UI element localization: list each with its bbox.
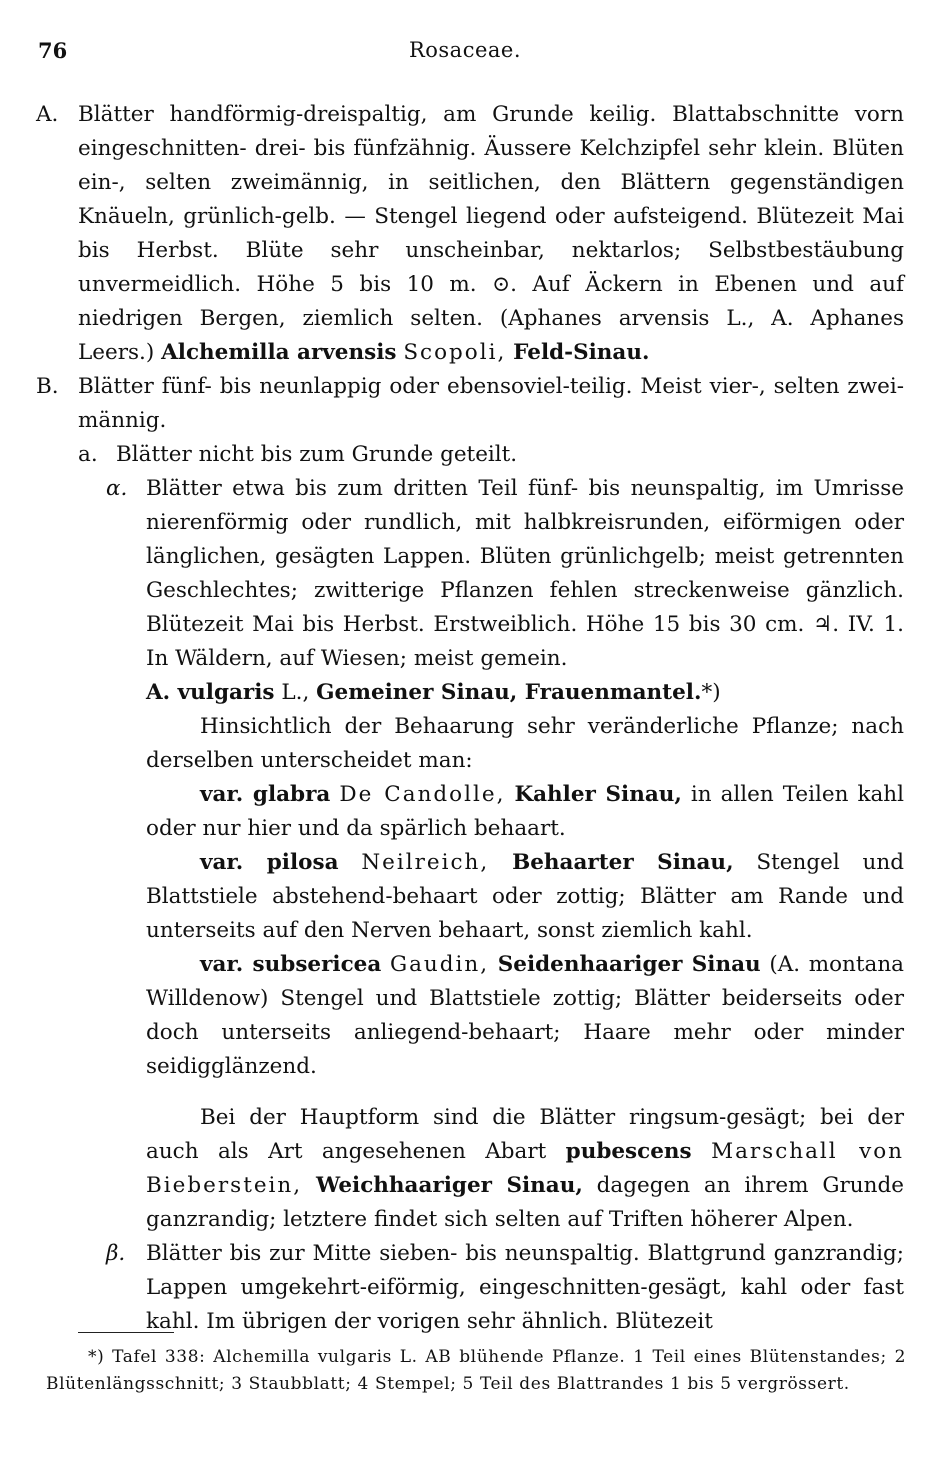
variety-common-name: Kahler Sinau,: [514, 782, 682, 807]
variety-text: Stengel und Blattstiele abstehend-behaart oder zottig; Blätter am Rande und unterseits auf den Nerven behaart, sonst ziemlich kahl.: [146, 850, 905, 943]
subsection-text: Blätter bis zur Mitte sieben- bis neunspaltig. Blattgrund ganzrandig; Lappen umgekehrt-eiförmig, eingeschnitten-gesägt, kahl oder fast kahl. Im übrigen der vorigen sehr ähnlich. Blütezeit: [146, 1241, 904, 1334]
subsection-a-lower: [78, 438, 904, 472]
subsection-text: Blätter etwa bis zum dritten Teil fünf- bis neunspaltig, im Umrisse nierenförmig oder rundlich, mit halbkreisrunden, eiförmigen oder länglichen, gesägten Lappen. Blüten grünlichgelb; meist getrennten Geschlechtes; zwitterige Pflanzen fehlen streckenweise gänzlich. Blütezeit Mai bis Herbst. Erstweiblich. Höhe 15 bis 30 cm. ♃. IV. 1. In Wäldern, auf Wiesen; meist gemein.: [146, 476, 904, 671]
section-marker: A.: [36, 102, 59, 127]
section-marker: B.: [36, 374, 59, 399]
subsection-alpha: [106, 472, 904, 710]
variety-glabra: [146, 778, 904, 846]
variety-author: Gaudin,: [389, 952, 490, 977]
species-name: Alchemilla arvensis: [161, 340, 397, 365]
behaarung-paragraph: [146, 710, 904, 778]
species-name: A. vulgaris: [146, 680, 275, 705]
variety-author: Marschall von Bieberstein,: [146, 1139, 905, 1198]
variety-name: pubescens: [565, 1139, 692, 1164]
variety-text: (A. montana Willdenow) Stengel und Blattstiele zottig; Blätter beiderseits oder doch unterseits anliegend-behaart; Haare mehr oder minder seidigglänzend.: [146, 952, 904, 1079]
hauptform-paragraph: [146, 1101, 904, 1237]
species-common-name: Gemeiner Sinau, Frauenmantel.: [316, 680, 702, 705]
subsection-marker: β.: [106, 1241, 126, 1266]
footnote: *) Tafel 338: Alchemilla vulgaris L. AB blühende Pflanze. 1 Teil eines Blütenstandes; 2 Blütenlängsschnitt; 3 Staubblatt; 4 Stempel; 5 Teil des Blattrandes 1 bis 5 vergrössert.: [46, 1347, 906, 1394]
species-author: Scopoli,: [403, 340, 507, 365]
variety-name: var. pilosa: [200, 850, 339, 875]
subsection-beta: [106, 1237, 904, 1339]
running-title: Rosaceae.: [408, 38, 522, 62]
section-text: Blätter handförmig-dreispaltig, am Grunde keilig. Blattabschnitte vorn eingeschnitten- drei- bis fünfzähnig. Äussere Kelchzipfel sehr klein. Blüten ein-, selten zweimännig, in seitlichen, den Blättern gegenständigen Knäueln, grünlich-gelb. — Stengel liegend oder aufsteigend. Blütezeit Mai bis Herbst. Blüte sehr unscheinbar, nektarlos; Selbstbestäubung unvermeidlich. Höhe 5 bis 10 m. ⊙. Auf Äckern in Ebenen und auf niedrigen Bergen, ziemlich selten. (Aphanes arvensis L., A. Aphanes Leers.): [78, 102, 904, 365]
footnote-rule: [78, 1332, 174, 1333]
variety-subsericea: [146, 948, 904, 1084]
variety-common-name: Weichhaariger Sinau,: [315, 1173, 583, 1198]
subsection-marker: α.: [106, 476, 128, 501]
paragraph-text: Hinsichtlich der Behaarung sehr veränderliche Pflanze; nach derselben unterscheidet man:: [146, 714, 904, 773]
subsection-text: Blätter nicht bis zum Grunde geteilt.: [116, 442, 518, 467]
variety-text: in allen Teilen kahl oder nur hier und da spärlich behaart.: [146, 782, 905, 841]
variety-author: Neilreich,: [361, 850, 490, 875]
species-author: L.,: [281, 680, 310, 705]
section-a-upper: [36, 98, 904, 370]
variety-common-name: Behaarter Sinau,: [512, 850, 734, 875]
paragraph-text-continued: dagegen an ihrem Grunde ganzrandig; letztere findet sich selten auf Triften höherer Alpen.: [146, 1173, 904, 1232]
variety-author: De Candolle,: [339, 782, 506, 807]
species-line: [146, 676, 904, 710]
page-body: [0, 98, 930, 1339]
paragraph-text: Bei der Hauptform sind die Blätter ringsum-gesägt; bei der auch als Art angesehenen Abart: [146, 1105, 904, 1164]
variety-name: var. glabra: [200, 782, 331, 807]
species-common-name: Feld-Sinau.: [513, 340, 650, 365]
page-number: 76: [38, 38, 68, 63]
subsection-marker: a.: [78, 442, 98, 467]
variety-name: var. subsericea: [200, 952, 382, 977]
section-text: Blätter fünf- bis neunlappig oder ebensoviel-teilig. Meist vier-, selten zwei-männig.: [78, 374, 904, 433]
variety-common-name: Seidenhaariger Sinau: [497, 952, 761, 977]
variety-pilosa: [146, 846, 904, 948]
footnote-reference: *): [701, 680, 721, 705]
section-b-upper: [36, 370, 904, 438]
page-header: [38, 38, 892, 72]
